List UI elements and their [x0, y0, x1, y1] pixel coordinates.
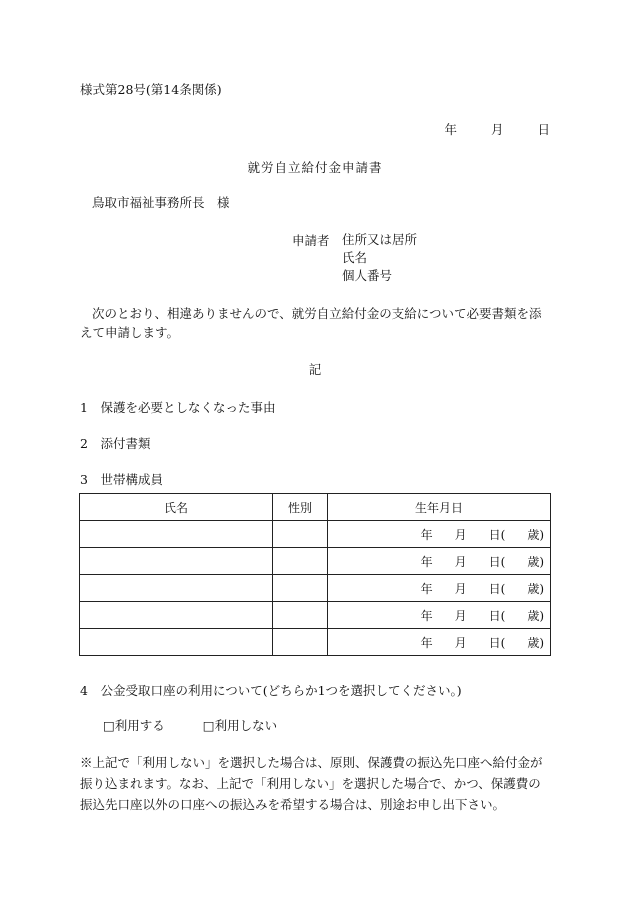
ki-heading: 記 [308, 362, 322, 377]
gender-cell[interactable] [273, 629, 328, 656]
name-cell[interactable] [80, 575, 273, 602]
applicant-label [292, 231, 340, 249]
dob-cell[interactable]: 年 月 日( 歳) [328, 548, 551, 575]
dob-cell[interactable]: 年 月 日( 歳) [328, 629, 551, 656]
table-row [80, 575, 551, 602]
use-checkbox[interactable]: □利用する [103, 718, 165, 733]
document-title: 就労自立給付金申請書 [247, 160, 383, 175]
note-text: ※上記で「利用しない」を選択した場合は、原則、保護費の振込先口座へ給付金が振り込まれます。なお、上記で「利用しない」を選択した場合で、かつ、保護費の振込先口座以外の口座への振込みを希望する場合は、別途お申し出下さい。 [80, 755, 543, 812]
gender-cell[interactable] [273, 521, 328, 548]
name-cell[interactable] [80, 629, 273, 656]
dob-cell[interactable]: 年 月 日( 歳) [328, 575, 551, 602]
applicant-address-label: 住所又は居所 [342, 232, 418, 247]
account-choice [103, 716, 311, 734]
form-number: 様式第28号(第14条関係) [80, 82, 222, 97]
table-row [80, 629, 551, 656]
item-3-household-members: 3 世帯構成員 [80, 472, 163, 487]
applicant-fields [342, 231, 417, 285]
gender-cell[interactable] [273, 575, 328, 602]
applicant-label-text: 申請者 [292, 233, 330, 248]
dob-cell[interactable]: 年 月 日( 歳) [328, 521, 551, 548]
body-text: 次のとおり、相違ありませんので、就労自立給付金の支給について必要書類を添えて申請します。 [80, 306, 542, 340]
table-header-row [80, 494, 551, 521]
name-cell[interactable] [80, 602, 273, 629]
applicant-name-label: 氏名 [342, 250, 368, 265]
header-name: 氏名 [80, 494, 273, 521]
table-row [80, 521, 551, 548]
name-cell[interactable] [80, 521, 273, 548]
item-1-reason: 1 保護を必要としなくなった事由 [80, 400, 276, 415]
gender-cell[interactable] [273, 548, 328, 575]
date-year: 年 [444, 122, 458, 137]
not-use-checkbox[interactable]: □利用しない [202, 718, 278, 733]
applicant-id-label: 個人番号 [342, 268, 393, 283]
table-row [80, 548, 551, 575]
table-row [80, 602, 551, 629]
header-dob: 生年月日 [328, 494, 551, 521]
dob-cell[interactable]: 年 月 日( 歳) [328, 602, 551, 629]
date-month: 月 [491, 122, 504, 137]
name-cell[interactable] [80, 548, 273, 575]
header-gender: 性別 [273, 494, 328, 521]
gender-cell[interactable] [273, 602, 328, 629]
household-members-table [79, 493, 551, 656]
date-day: 日 [537, 122, 550, 137]
date-line [445, 120, 550, 138]
item-4-public-account: 4 公金受取口座の利用について(どちらか1つを選択してください。) [80, 683, 462, 698]
addressee: 鳥取市福祉事務所長 様 [92, 195, 230, 210]
item-2-attachments: 2 添付書類 [80, 436, 151, 451]
